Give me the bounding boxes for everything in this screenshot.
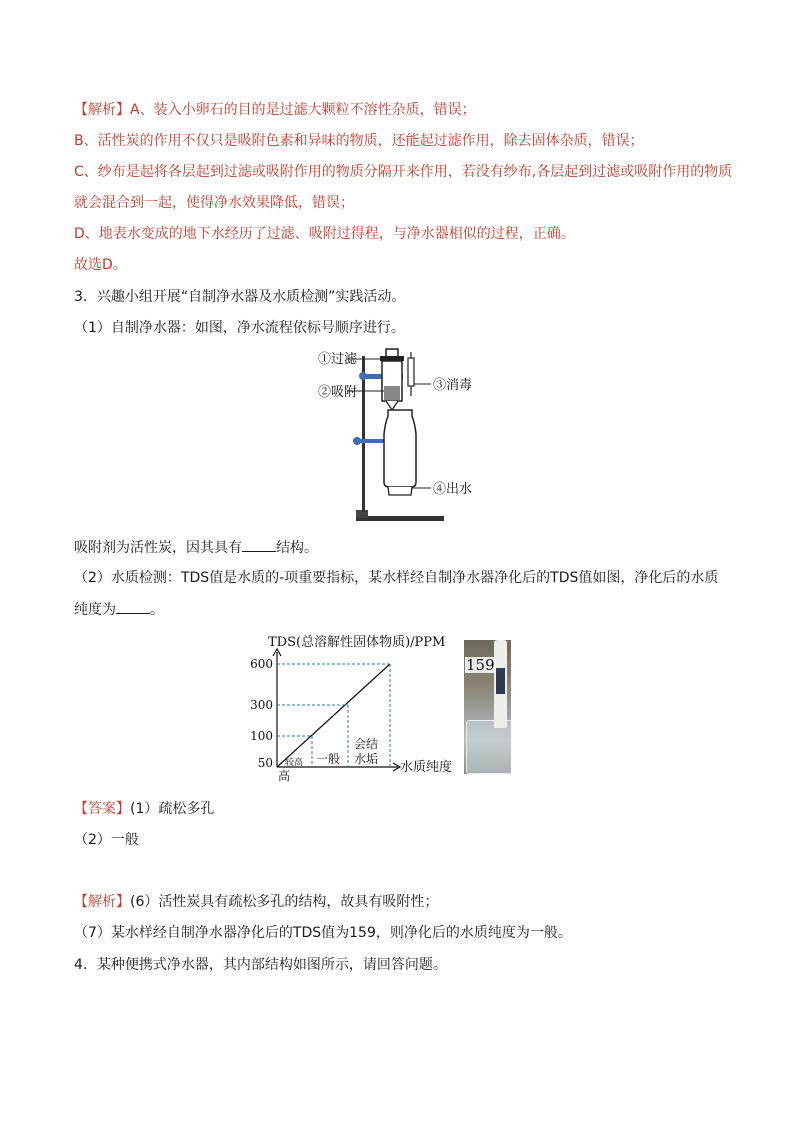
analysis2-1: (6）活性炭具有疏松多孔的结构，故具有吸附性； — [130, 894, 439, 910]
answer-blank-2[interactable] — [116, 599, 150, 614]
region-scale-bottom: 水垢 — [354, 752, 379, 766]
analysis-choice: 故选D。 — [74, 257, 127, 273]
analysis-d: D、地表水变成的地下水经历了过滤、吸附过得程，与净水器相似的过程，正确。 — [74, 226, 575, 242]
label-disinfect: ③消毒 — [433, 378, 473, 393]
analysis-b: B、活性炭的作用不仅只是吸附色素和异味的物质，还能起过滤作用，除去固体杂质，错误； — [74, 133, 644, 149]
analysis-c-line1: C、纱布是起将各层起到过滤或吸附作用的物质分隔开来作用，若没有纱布,各层起到过滤或吸附作用的物质 — [74, 164, 733, 180]
y-tick-label-100: 100 — [250, 729, 273, 743]
q3-1-prefix: 吸附剂为活性炭，因其具有 — [74, 540, 242, 556]
question-4: 4．某种便携式净水器，其内部结构如图所示，请回答问题。 — [74, 957, 447, 973]
tds-meter-photo — [464, 640, 511, 774]
analysis-c-line2: 就会混合到一起，使得净水效果降低，错误； — [74, 195, 354, 211]
label-adsorb: ②吸附 — [318, 385, 358, 400]
region-high-bottom: 高 — [278, 769, 291, 783]
y-tick-label-600: 600 — [250, 657, 273, 671]
tds-chart — [240, 624, 460, 784]
label-filter: ①过滤 — [318, 352, 358, 367]
question-3-part2-line2 — [74, 599, 164, 620]
question-3-part1-blank — [74, 537, 318, 558]
disinfect-syringe — [408, 358, 414, 386]
outlet-cup — [388, 487, 412, 495]
analysis2-line-2: （7）某水样经自制净水器净化后的TDS值为159，则净化后的水质纯度为一般。 — [74, 925, 572, 941]
analysis-tag: 【解析】 — [74, 102, 130, 118]
q3-2-prefix: 纯度为 — [74, 602, 116, 618]
bottle — [384, 410, 416, 487]
analysis2-line-1 — [74, 892, 438, 912]
analysis-a-text: A、装入小卵石的目的是过滤大颗粒不溶性杂质，错误； — [130, 102, 476, 118]
analysis-a — [74, 100, 476, 120]
analysis2-tag: 【解析】 — [74, 894, 130, 910]
y-tick-label-50: 50 — [257, 756, 273, 770]
tds-meter — [494, 640, 507, 728]
question-3: 3．兴趣小组开展“自制净水器及水质检测”实践活动。 — [74, 289, 406, 305]
answer-line-1 — [74, 799, 214, 819]
stand-base — [356, 516, 444, 521]
q3-1-suffix: 结构。 — [276, 540, 318, 556]
water-glass — [466, 720, 511, 774]
answer-tag: 【答案】 — [74, 801, 130, 817]
q3-2-suffix: 。 — [150, 602, 164, 618]
answer-blank-1[interactable] — [242, 537, 276, 552]
answer-1: (1）疏松多孔 — [130, 801, 215, 817]
chart-xlabel: 水质纯度 — [400, 760, 453, 775]
region-scale-top: 会结 — [354, 737, 379, 751]
meter-reading: 159 — [466, 656, 495, 674]
label-outlet: ④出水 — [433, 482, 473, 497]
y-tick-label-300: 300 — [250, 698, 273, 712]
chart-ylabel: TDS(总溶解性固体物质)/PPM — [268, 635, 446, 650]
region-normal: 一般 — [316, 752, 341, 766]
question-3-part1: （1）自制净水器：如图，净水流程依标号顺序进行。 — [74, 320, 405, 336]
water-purifier-apparatus — [300, 346, 500, 528]
meter-screen — [496, 668, 505, 694]
answer-line-2: （2）一般 — [74, 832, 139, 848]
question-3-part2-line1: （2）水质检测：TDS值是水质的-项重要指标，某水样经自制净水器净化后的TDS值如图，净化后的水质 — [74, 570, 719, 586]
region-high-top: 较高 — [285, 758, 304, 768]
